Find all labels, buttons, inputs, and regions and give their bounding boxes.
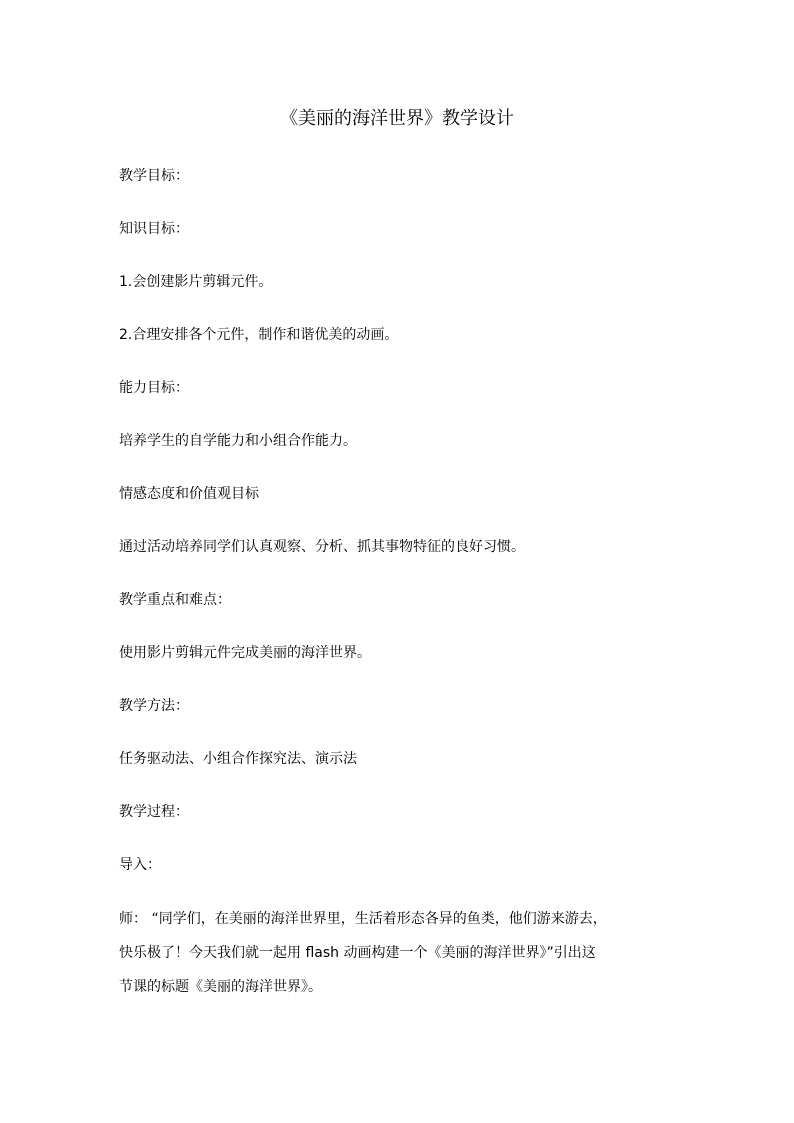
- list-item-2: 2.合理安排各个元件，制作和谐优美的动画。: [119, 327, 399, 343]
- introduction-line-2: 快乐极了！今天我们就一起用 flash 动画构建一个《美丽的海洋世界》”引出这: [119, 945, 596, 961]
- heading-teaching-process: 教学过程：: [119, 804, 189, 820]
- emotion-objective-text: 通过活动培养同学们认真观察、分析、抓其事物特征的良好习惯。: [119, 539, 525, 555]
- heading-key-points: 教学重点和难点：: [119, 592, 231, 608]
- document-title: 《美丽的海洋世界》教学设计: [280, 108, 514, 129]
- list-item-1: 1.会创建影片剪辑元件。: [119, 274, 273, 290]
- heading-ability-objectives: 能力目标：: [119, 380, 189, 396]
- heading-teaching-objectives: 教学目标：: [119, 168, 189, 184]
- introduction-paragraph: [119, 902, 689, 1004]
- heading-introduction: 导入：: [119, 857, 161, 873]
- heading-emotion-objectives: 情感态度和价值观目标: [119, 486, 259, 502]
- teaching-methods-text: 任务驱动法、小组合作探究法、演示法: [119, 751, 357, 767]
- introduction-line-1: 师： “同学们，在美丽的海洋世界里，生活着形态各异的鱼类，他们游来游去，: [119, 911, 607, 927]
- introduction-line-3: 节课的标题《美丽的海洋世界》。: [119, 979, 322, 995]
- ability-objective-text: 培养学生的自学能力和小组合作能力。: [119, 433, 357, 449]
- heading-teaching-methods: 教学方法：: [119, 698, 189, 714]
- heading-knowledge-objectives: 知识目标：: [119, 221, 189, 237]
- key-points-text: 使用影片剪辑元件完成美丽的海洋世界。: [119, 645, 371, 661]
